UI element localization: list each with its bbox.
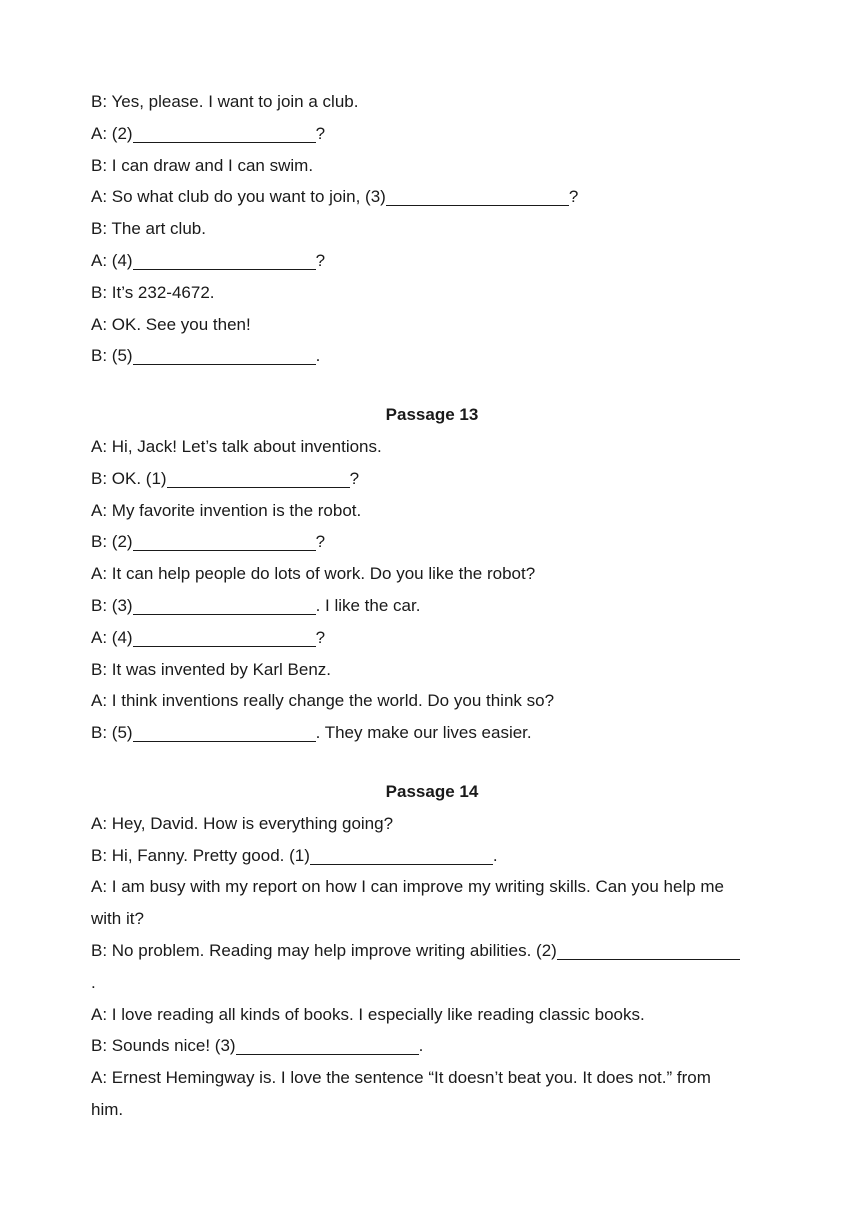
line-text: B: Hi, Fanny. Pretty good. (1) — [91, 845, 310, 865]
line-text: A: Hi, Jack! Let’s talk about inventions. — [91, 436, 382, 456]
dialogue-line — [91, 181, 771, 213]
dialogue-line — [91, 495, 771, 527]
dialogue-line — [91, 903, 771, 935]
line-text: B: Yes, please. I want to join a club. — [91, 92, 359, 111]
dialogue-line — [91, 967, 771, 999]
line-text: A: OK. See you then! — [91, 314, 251, 334]
line-text-end: ? — [349, 468, 360, 488]
dialogue-line — [91, 558, 771, 590]
dialogue-line — [91, 1030, 771, 1062]
answer-blank[interactable] — [133, 628, 316, 647]
line-text-end: . — [315, 346, 321, 366]
dialogue-line — [91, 340, 771, 372]
line-text: A: (2) — [91, 123, 133, 143]
dialogue-line — [91, 1062, 771, 1094]
dialogue-line — [91, 118, 771, 150]
dialogue-line — [91, 871, 771, 903]
answer-blank[interactable] — [133, 532, 316, 551]
dialogue-line — [91, 654, 771, 686]
dialogue-line — [91, 717, 771, 749]
dialogue-line — [91, 622, 771, 654]
line-text: A: Ernest Hemingway is. I love the sentence “It doesn’t beat you. It does not.” from — [91, 1068, 711, 1088]
line-text: A: I love reading all kinds of books. I especially like reading classic books. — [91, 1004, 645, 1024]
passage-title: Passage 14 — [385, 781, 479, 801]
line-text: A: (4) — [91, 250, 133, 270]
dialogue-line — [91, 1094, 771, 1126]
answer-blank[interactable] — [133, 251, 316, 270]
dialogue-line — [91, 590, 771, 622]
dialogue-line — [91, 213, 771, 245]
answer-blank[interactable] — [133, 596, 316, 615]
dialogue-line — [91, 526, 771, 558]
section-gap — [91, 372, 771, 399]
line-text: A: It can help people do lots of work. Do you like the robot? — [91, 564, 536, 584]
dialogue-line — [91, 431, 771, 463]
line-text: with it? — [91, 909, 144, 929]
line-text: B: (3) — [91, 595, 133, 615]
line-text: him. — [91, 1099, 124, 1119]
line-text: B: Sounds nice! (3) — [91, 1036, 236, 1056]
line-text-end: ? — [315, 123, 326, 143]
line-text-end: ? — [315, 250, 326, 270]
line-text-end: . — [492, 845, 498, 865]
line-text: B: OK. (1) — [91, 468, 167, 488]
answer-blank[interactable] — [133, 124, 316, 143]
answer-blank[interactable] — [133, 723, 316, 742]
line-text: A: So what club do you want to join, (3) — [91, 187, 386, 207]
dialogue-line — [91, 463, 771, 495]
line-text-end: ? — [568, 187, 579, 207]
dialogue-line — [91, 808, 771, 840]
line-text-end: . They make our lives easier. — [315, 723, 532, 743]
line-text: B: No problem. Reading may help improve writing abilities. (2) — [91, 940, 557, 960]
line-text: B: The art club. — [91, 219, 206, 239]
dialogue-line — [91, 935, 771, 967]
line-text: B: (5) — [91, 346, 133, 366]
line-text: A: I think inventions really change the world. Do you think so? — [91, 691, 555, 711]
answer-blank[interactable] — [310, 846, 493, 865]
dialogue-line — [91, 150, 771, 182]
dialogue-line — [91, 999, 771, 1031]
line-text: A: My favorite invention is the robot. — [91, 500, 362, 520]
dialogue-line — [91, 86, 771, 118]
answer-blank[interactable] — [133, 346, 316, 365]
answer-blank[interactable] — [557, 941, 740, 960]
line-text: A: Hey, David. How is everything going? — [91, 813, 394, 833]
answer-blank[interactable] — [386, 187, 569, 206]
line-text-end: ? — [315, 532, 326, 552]
section-gap — [91, 749, 771, 776]
dialogue-line — [91, 245, 771, 277]
line-text: B: I can draw and I can swim. — [91, 155, 314, 175]
line-text: B: It’s 232-4672. — [91, 282, 215, 302]
line-text-end: ? — [315, 627, 326, 647]
line-text: B: It was invented by Karl Benz. — [91, 659, 332, 679]
line-text: A: (4) — [91, 627, 133, 647]
dialogue-line — [91, 840, 771, 872]
dialogue-line — [91, 685, 771, 717]
line-text: . — [91, 972, 96, 992]
answer-blank[interactable] — [167, 469, 350, 488]
line-text: B: (5) — [91, 723, 133, 743]
line-text: B: (2) — [91, 532, 133, 552]
line-text-end: . — [418, 1036, 424, 1056]
line-text: A: I am busy with my report on how I can improve my writing skills. Can you help me — [91, 877, 725, 897]
line-text-end: . I like the car. — [315, 595, 421, 615]
answer-blank[interactable] — [236, 1036, 419, 1055]
passage-title: Passage 13 — [385, 405, 479, 425]
dialogue-line — [91, 277, 771, 309]
dialogue-line — [91, 309, 771, 341]
document-content — [91, 86, 771, 1126]
